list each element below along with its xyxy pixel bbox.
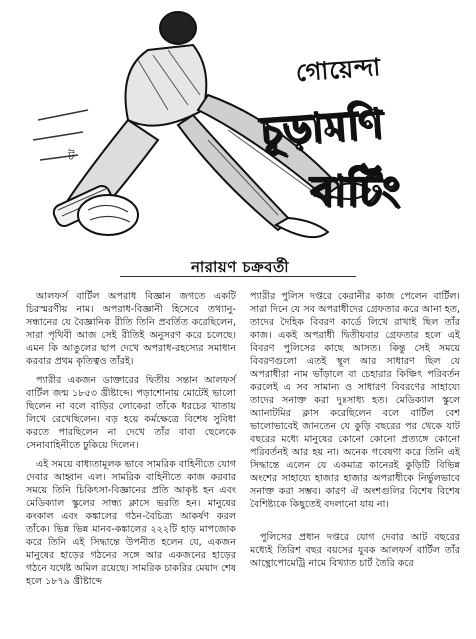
paragraph-gap bbox=[250, 517, 460, 531]
author-underline bbox=[120, 276, 356, 277]
paragraph: প্যারীর একজন ডাক্তারের দ্বিতীয় সন্তান আলফর্স বার্টিল জন্ম ১৮৫৩ খ্রীষ্টাব্দে। পড়াশোনায় মোটেই ভালো ছিলেন না বলে বাড়ির লোকেরা তাঁকে ধরচের খাতায় লিখে রেখেছিলেন। বড় হয়ে কর্মক্ষেত্রে বিশেষ সুবিধা করতে পারছিলেন না দেখে তাঁর বাবা ছেলেকে সেনাবাহিনীতে ঢুকিয়ে দিলেন। bbox=[26, 375, 236, 451]
paragraph: এই সময়ে বাধ্যতামূলক ভাবে সামরিক বাহিনীতে যোগ দেবার আহ্বান এল। সামরিক বাহিনীতে কাজ করবার সময়ে তিনি চিকিৎসা-বিজ্ঞানের প্রতি আকৃষ্ট হন এবং মেডিক্যাল স্কুলের সান্ধ্য ক্লাসে ভরতি হন। মানুষের কংকাল এবং কঙ্কালের গঠন-বৈচিত্র্য আকর্ষণ করল তাঁকে। ভিন্ন ভিন্ন মানব-কঙ্কালের ২২২টি হাড় মাপজোক করে তিনি এই সিদ্ধান্তে উপনীত হলেন যে, একজন মানুষের হাড়ের গঠনের সঙ্গে আর একজনের হাড়ের গঠনে যথেষ্ট অমিল রয়েছে। সামরিক চাকরির মেয়াদ শেষ হলে ১৮৭৯ খ্রীষ্টাব্দে bbox=[26, 459, 236, 587]
title-line-3: বার্টিং bbox=[310, 166, 401, 215]
paragraph: আলফর্স বার্টিল অপরাধ বিজ্ঞান জগতে একটি চিরস্মরণীয় নাম। অপরাধ-বিজ্ঞানী হিসেবে তথ্যানু-সন্ধানের যে বৈজ্ঞানিক রীতি তিনি প্রবর্তিত করেছিলেন, সারা পৃথিবী আজ সেই রীতিই অনুসরণ করে চলেছে। এমন কি আঙুলের ছাপ দেখে অপরাধ-রহস্যের সমাধান করবার প্রথম কৃতিত্বও তাঁরই। bbox=[26, 291, 236, 367]
right-column bbox=[250, 290, 460, 576]
title-line-1: গোয়েন্দা bbox=[294, 53, 383, 87]
illustrator-signature: ট bbox=[68, 149, 75, 163]
paragraph: প্যারীর পুলিস দপ্তরে কেরানীর কাজ পেলেন বার্টিল। সারা দিনে যে সব অপরাধীদের গ্রেফতার করে আনা হত, তাদের দৈহিক বিবরণ কার্ডে লিখে রাখাই ছিল তাঁর কাজ। একই অপরাধী দ্বিতীয়বার গ্রেফতার হলে এই বিবরণ পুলিসের কাছে আসত। কিন্তু সেই সময়ে বিবরণগুলো এতই স্থূল আর সাধারণ ছিল যে অপরাধীরা নাম ভাঁড়ালে বা চেহারার কিঞ্চিৎ পরিবর্তন করলেই এ সব সামান্য ও সাধারণ বিবরণের সাহায্যে তাদের সনাক্ত করা দুঃসাধ্য হত। মেডিক্যাল স্কুলে অ্যানাটমির ক্লাস করেছিলেন বলে বার্টিল বেশ ভালোভাবেই জানতেন যে কুড়ি বছরের পর থেকে যাট বছরের মধ্যে মানুষের কোনো কোনো প্রত্যঙ্গে কোনো পরিবর্তনই আর হয় না। অনেক গবেষণা করে তিনি এই সিদ্ধান্তে এলেন যে একমাত্র কানেরই কুড়িটি বিভিন্ন অংশের সাহায্যে হাজার হাজার অপরাধীকে নির্ভুলভাবে সনাক্ত করা সম্ভব। কারণ ঐ অংশগুলির বিশেষ বিশেষ বৈশিষ্ট্যকে কিছুতেই বদলানো যায় না। bbox=[250, 291, 460, 510]
author-name: নারায়ণ চক্রবর্তী bbox=[190, 258, 290, 276]
title-line-2: চূড়ামণি bbox=[258, 100, 385, 156]
left-column bbox=[26, 290, 236, 594]
paragraph: পুলিসের প্রধান দপ্তরে যোগ দেবার আট বছরের মধ্যেই তিরিশ বছর বয়সের যুবক আলফর্স বার্টিল তাঁর আন্থ্রোপোমেট্রি নামে বিখ্যাত চার্ট তৈরি করে bbox=[250, 532, 460, 569]
